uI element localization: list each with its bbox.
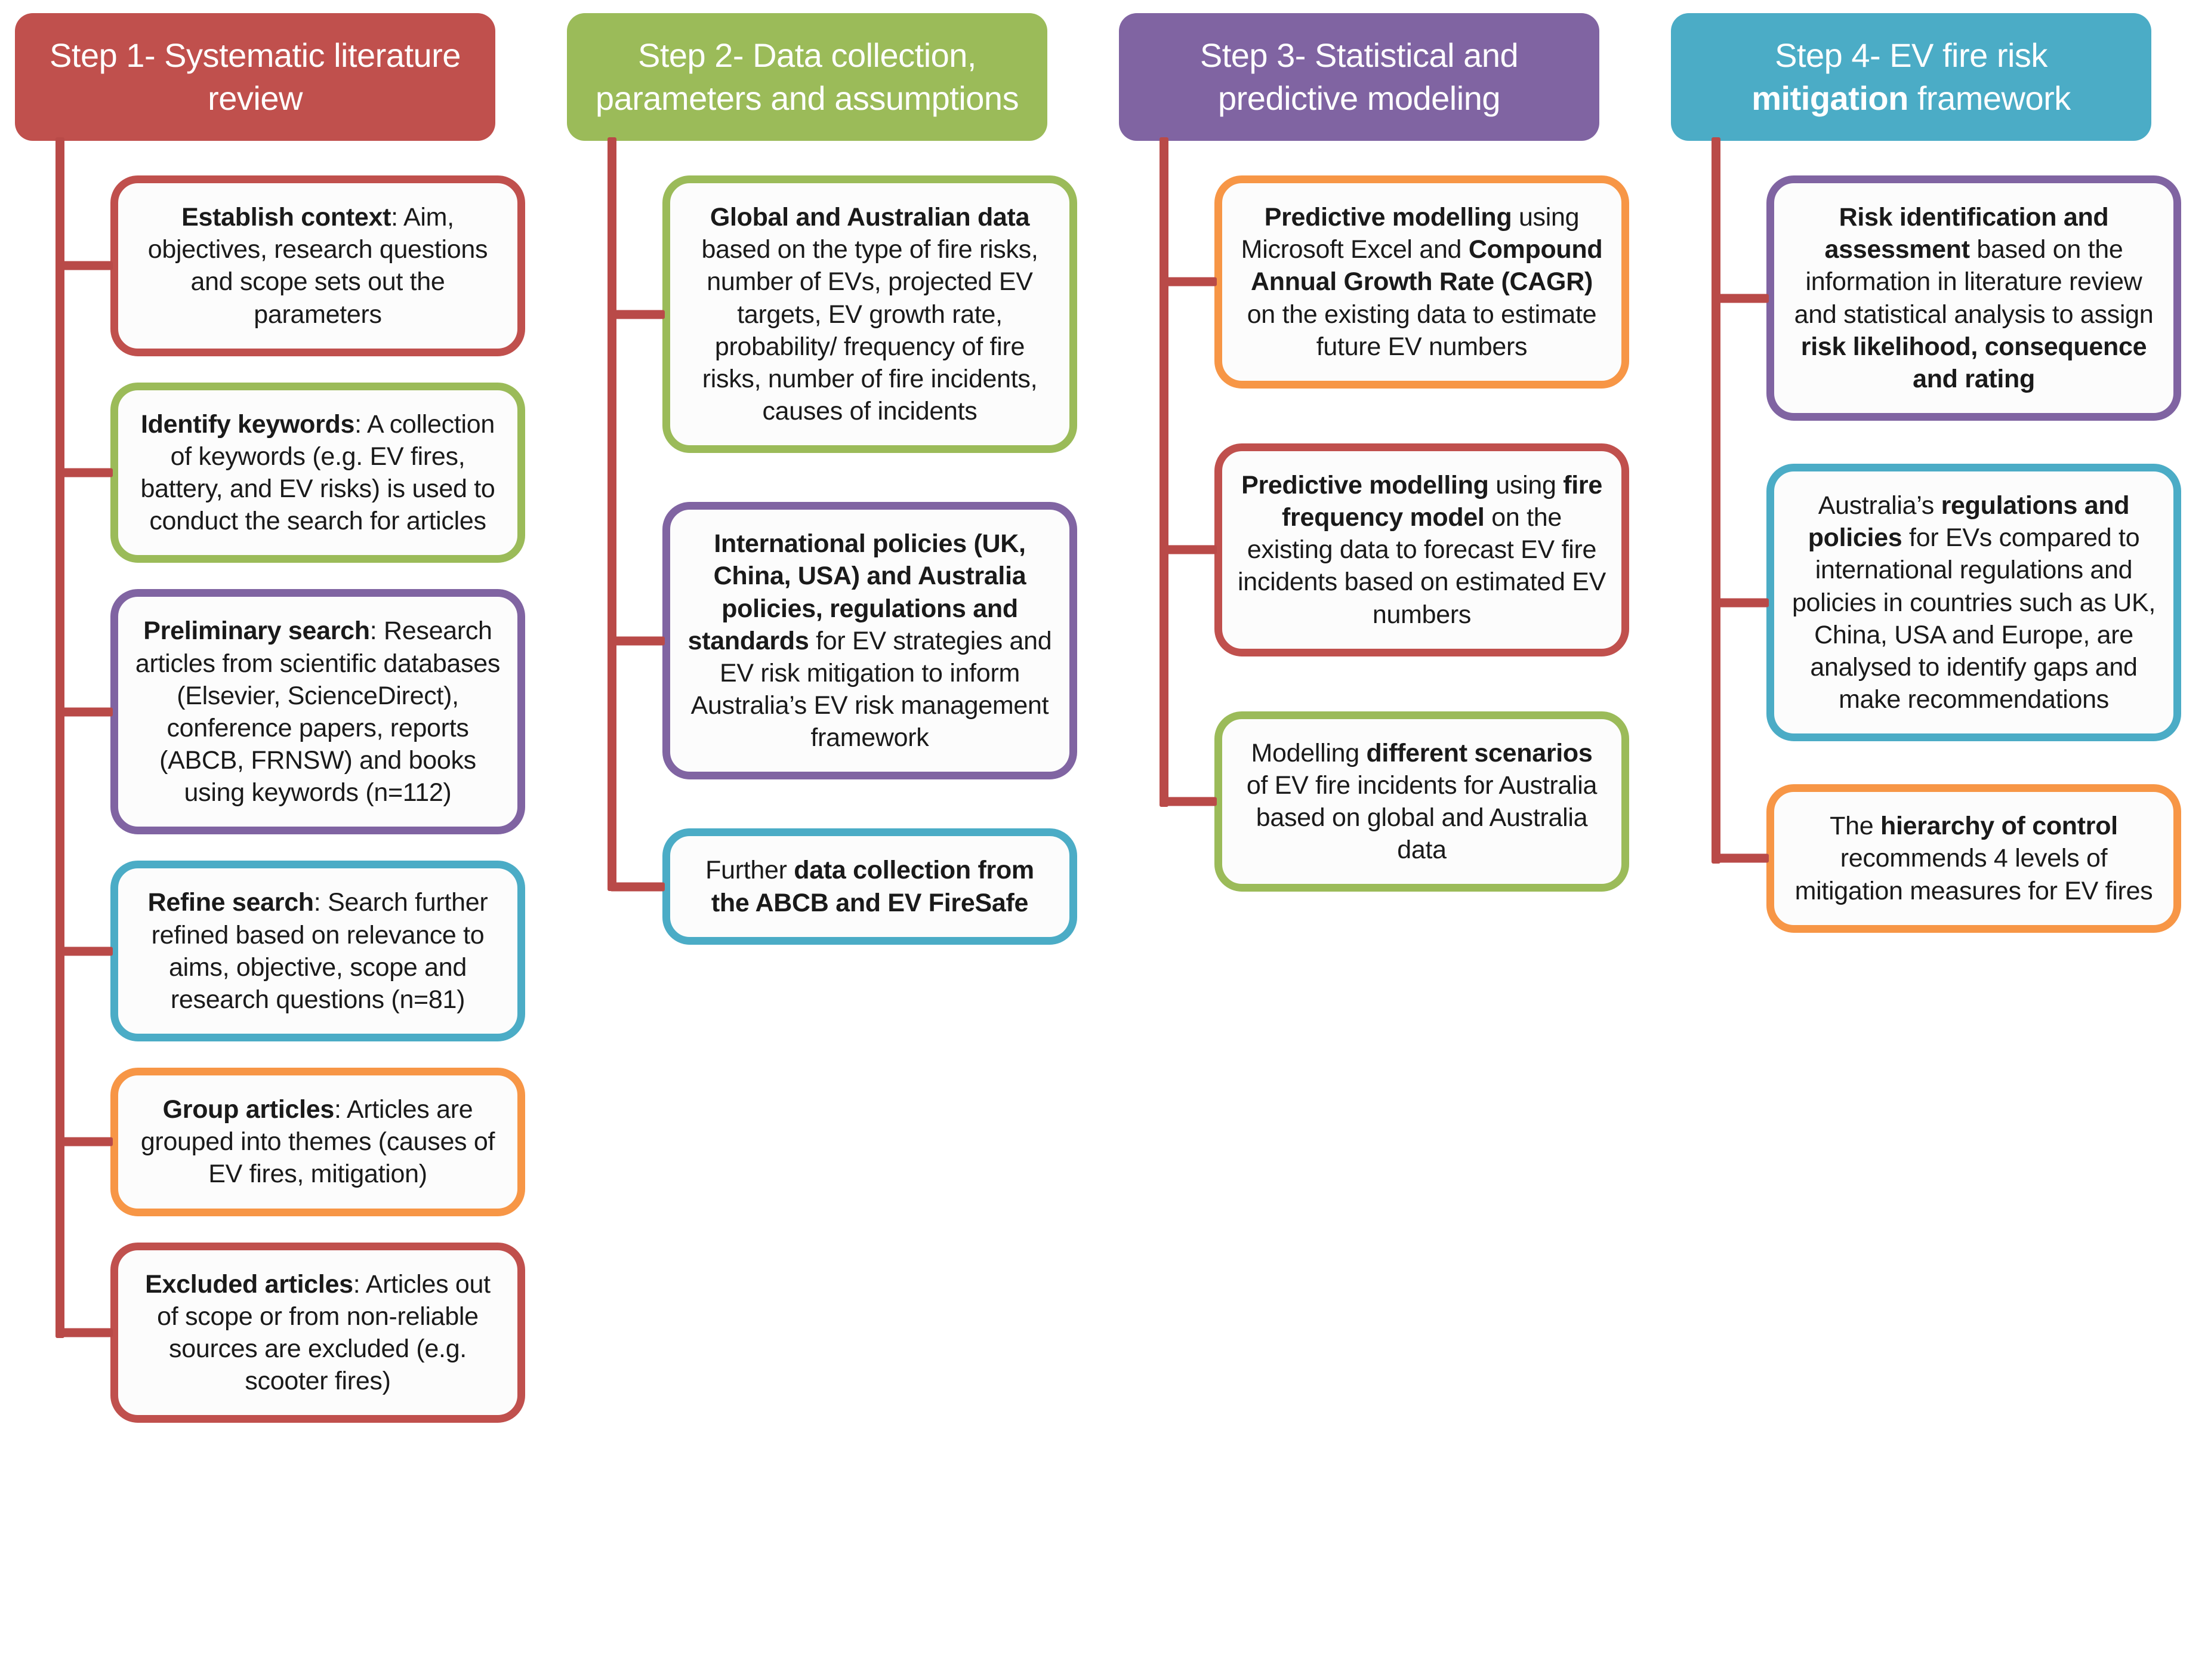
process-box-text: Modelling different scenarios of EV fire incidents for Australia based on global and Australia data (1246, 738, 1598, 865)
connector-stub (610, 310, 665, 319)
process-box (110, 1068, 525, 1216)
step-header (1671, 13, 2151, 141)
process-box-text: Establish context: Aim, objectives, research questions and scope sets out the parameters (147, 203, 488, 329)
step-header-text: Step 4- EV fire risk mitigation framework (1751, 36, 2071, 117)
connector-stub (58, 468, 113, 477)
process-box (662, 828, 1077, 944)
process-box-text: Global and Australian data based on the type of fire risks, number of EVs, projected EV targets, EV growth rate, probability/ frequency of fire risks, number of fire incidents, causes of incidents (701, 203, 1038, 426)
step-header (15, 13, 495, 141)
process-box-text: The hierarchy of control recommends 4 levels of mitigation measures for EV fires (1794, 812, 2153, 905)
process-box-text: Predictive modelling using Microsoft Excel and Compound Annual Growth Rate (CAGR) on the existing data to estimate future EV numbers (1241, 203, 1603, 361)
step-header (1119, 13, 1599, 141)
connector-stub (58, 261, 113, 270)
step-column (1119, 13, 1644, 1423)
process-box (662, 502, 1077, 779)
connector-trunk (1712, 137, 1720, 864)
process-box-text: Preliminary search: Research articles from scientific databases (Elsevier, ScienceDirect), conference papers, reports (ABCB, FRNSW) and books using keywords (n=112) (135, 616, 501, 807)
process-box (110, 383, 525, 563)
connector-stub (610, 882, 665, 891)
connector-stub (1714, 294, 1769, 303)
process-box (1766, 784, 2181, 933)
connector-stub (1714, 598, 1769, 607)
connector-stub (58, 947, 113, 955)
process-box-text: Further data collection from the ABCB and EV FireSafe (705, 856, 1034, 917)
process-box-text: Australia’s regulations and policies for EVs compared to international regulations and policies in countries such as UK, China, USA and Europe, are analysed to identify gaps and make recommendations (1791, 491, 2156, 714)
process-box-text: International policies (UK, China, USA) and Australia policies, regulations and standards for EV strategies and EV risk mitigation to inform Australia’s EV risk management framework (687, 529, 1052, 753)
process-box-text: Identify keywords: A collection of keywords (e.g. EV fires, battery, and EV risks) is used to conduct the search for articles (140, 409, 495, 536)
connector-trunk (608, 137, 616, 891)
process-box (110, 861, 525, 1041)
process-box (662, 175, 1077, 453)
process-box (110, 589, 525, 834)
step-header-text: Step 2- Data collection, parameters and assumptions (595, 36, 1019, 117)
step-column (567, 13, 1092, 1423)
process-box-text: Risk identification and assessment based on the information in literature review and statistical analysis to assign risk likelihood, consequence and rating (1794, 203, 2154, 393)
process-box (110, 1243, 525, 1423)
process-box-text: Refine search: Search further refined based on relevance to aims, objective, scope and research questions (n=81) (147, 888, 488, 1014)
connector-stub (1162, 797, 1217, 806)
connector-trunk (55, 137, 64, 1338)
connector-stub (1714, 854, 1769, 863)
connector-stub (58, 1138, 113, 1146)
process-box (1766, 175, 2181, 421)
connector-stub (610, 636, 665, 645)
connector-stub (58, 1328, 113, 1337)
step-column (15, 13, 540, 1423)
process-box (1214, 175, 1629, 389)
process-box (110, 175, 525, 356)
step-header-text: Step 3- Statistical and predictive modeling (1199, 36, 1519, 117)
process-box-text: Group articles: Articles are grouped into themes (causes of EV fires, mitigation) (140, 1095, 495, 1189)
connector-trunk (1160, 137, 1168, 807)
process-box-text: Predictive modelling using fire frequency model on the existing data to forecast EV fire incidents based on estimated EV numbers (1238, 470, 1606, 629)
connector-stub (58, 707, 113, 716)
process-box (1766, 464, 2181, 741)
process-box (1214, 711, 1629, 892)
process-box (1214, 443, 1629, 656)
step-header (567, 13, 1047, 141)
connector-stub (1162, 278, 1217, 286)
step-column (1671, 13, 2196, 1423)
process-box-text: Excluded articles: Articles out of scope or from non-reliable sources are excluded (e.g. scooter fires) (145, 1269, 491, 1396)
step-header-text: Step 1- Systematic literature review (50, 36, 461, 117)
connector-stub (1162, 545, 1217, 554)
